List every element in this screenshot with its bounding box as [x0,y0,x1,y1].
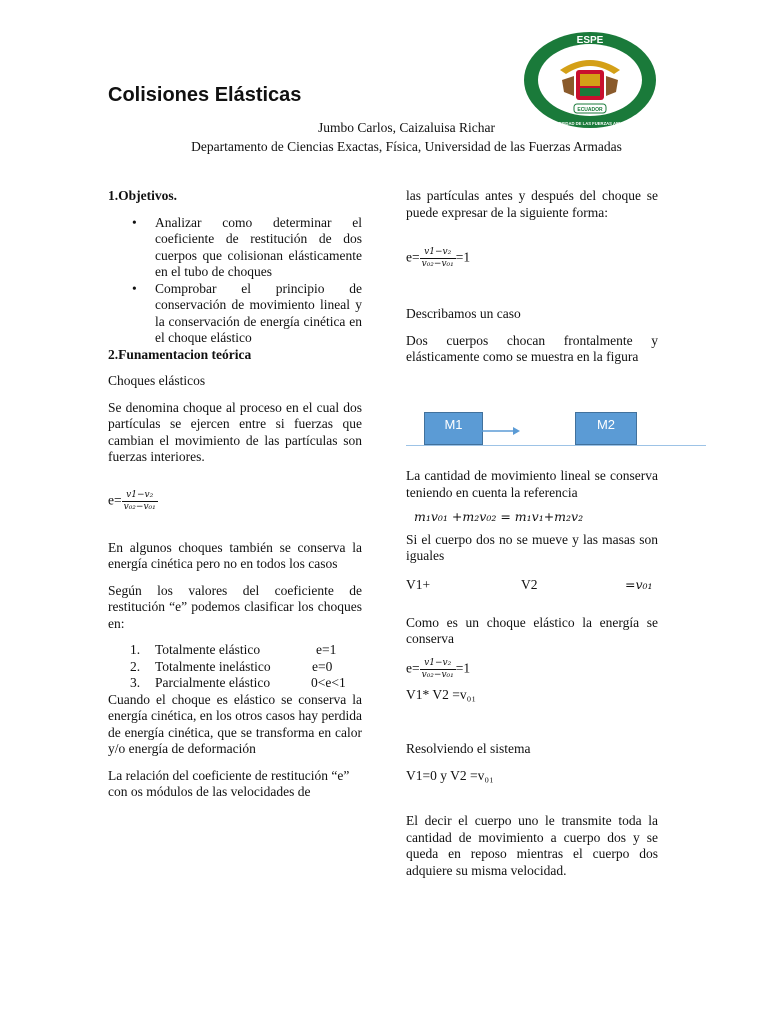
subheading: Choques elásticos [108,373,206,388]
paragraph: Si el cuerpo dos no se mueve y las masas son iguales [406,531,658,563]
equation: e= $\frac{\text{v1−v₂}}{\text{v₀₂−v₀₁}}$ =1 [406,657,471,680]
left-column [108,188,362,801]
list-item: 1. Totalmente elástico e=1 [130,642,337,657]
list-item: • Comprobar el principio de conservación de movimiento lineal y la conservación de energía cinética en el choque elástico [155,281,362,347]
right-column-lower [406,468,658,879]
paragraph: La relación del coeficiente de restitución “e” con os módulos de las velocidades de [108,767,350,799]
paragraph: Cuando el choque es elástico se conserva la energía cinética, en los otros casos hay perdida de energía cinética, que se transforma en calor y/o energía de deformación [108,691,362,756]
paragraph: El decir el cuerpo uno le transmite toda la cantidad de movimiento a cuerpo dos y se queda en reposo mientras el cuerpo dos adquiere su misma velocidad. [406,813,658,878]
paragraph: Resolviendo el sistema [406,741,531,756]
paragraph: las partículas antes y después del choque se puede expresar de la siguiente forma: [406,188,658,220]
paragraph: La cantidad de movimiento lineal se conserva teniendo en cuenta la referencia [406,468,658,500]
right-column [406,188,658,366]
paragraph: Según los valores del coeficiente de restitución “e” podemos clasificar los choques en: [108,582,362,631]
velocity-row: V1+ V2 =v₀₁ [406,576,653,592]
paragraph: Dos cuerpos chocan frontalmente y elásticamente como se muestra en la figura [406,332,658,364]
equation: e= $\frac{\text{v1−v₂}}{\text{v₀₂−v₀₁}}$ =1 [406,247,471,269]
page-title: Colisiones Elásticas [108,84,302,106]
logo-ring-text: UNIVERSIDAD DE LAS FUERZAS ARMADAS [545,121,635,126]
authors: Jumbo Carlos, Caizaluisa Richar [318,120,495,135]
university-seal-logo [522,30,658,130]
result-equation: V1=0 y V2 =v₀₁ [406,767,494,783]
equation: e= $\frac{\text{v1−v₂}}{\text{v₀₂−v₀₁}}$ [108,489,156,512]
theory-heading: 2.Funamentacion teórica [108,346,252,362]
logo-top-text: ESPE [576,35,604,46]
cases-list [108,642,362,692]
list-item: 2. Totalmente inelástico e=0 [130,658,333,674]
objectives-list [108,215,362,347]
list-item: 3. Parcialmente elástico 0<e<1 [130,675,346,690]
momentum-equation: m₁v₀₁ +m₂v₀₂ = m₁v₁+m₂v₂ [414,509,584,524]
mass-box-m2: M2 [575,412,637,445]
case-heading: Describamos un caso [406,306,521,321]
paragraph: Como es un choque elástico la energía se conserva [406,614,658,646]
objectives-heading: 1.Objetivos. [108,188,177,203]
mass-box-m1: M1 [424,412,483,445]
velocity-arrow-icon [481,424,521,438]
figure-ground-line [406,445,706,446]
logo-inner-text: ECUADOR [577,107,603,113]
equation: V1* V2 =v₀₁ [406,686,477,702]
department: Departamento de Ciencias Exactas, Física, Universidad de las Fuerzas Armadas [191,139,622,154]
list-item: • Analizar como determinar el coeficiente de restitución de dos cuerpos que colisionan elásticamente en el tubo de choques [155,215,362,281]
paragraph: Se denomina choque al proceso en el cual dos partículas se ejercen entre si fuerzas que cambian el movimiento de las partículas son fuerzas interiores. [108,399,362,464]
paragraph: En algunos choques también se conserva la energía cinética pero no en todos los casos [108,539,362,571]
